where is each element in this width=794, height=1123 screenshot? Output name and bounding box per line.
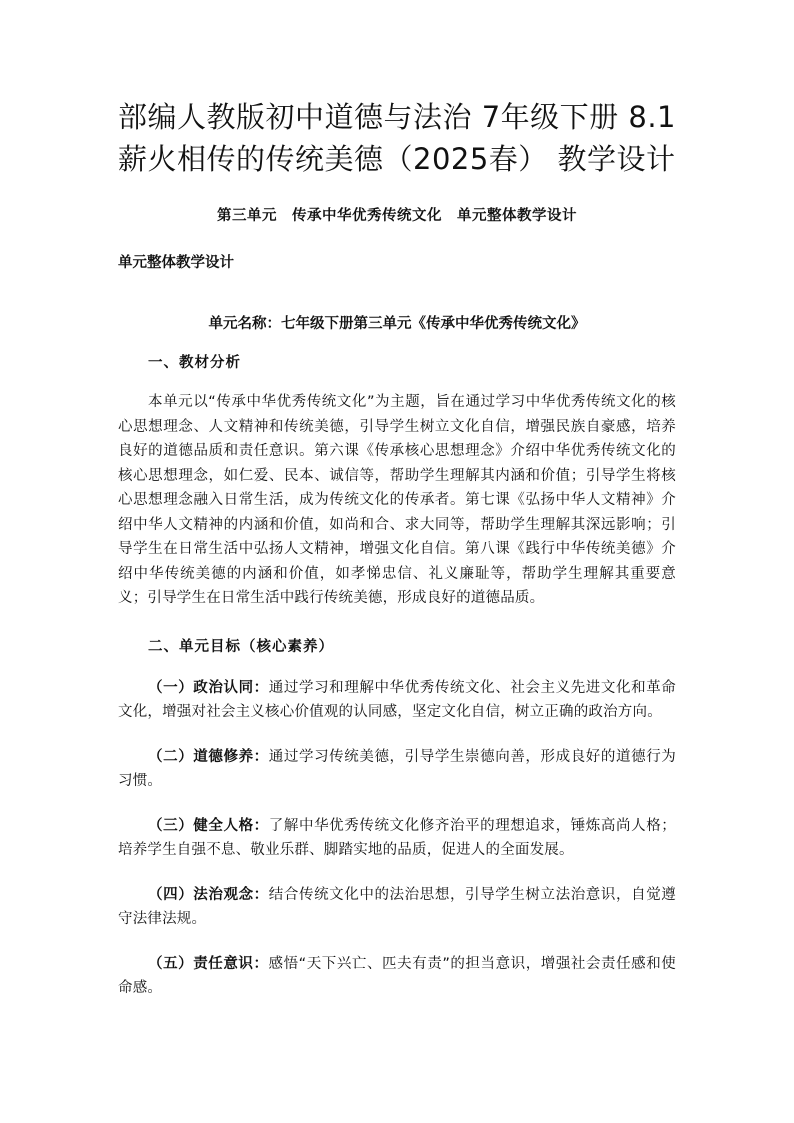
goal-moral-cultivation	[118, 745, 676, 794]
goal-label: （二）道德修养：	[148, 748, 269, 765]
goal-text: 通过学习传统美德，引导学生崇德向善，形成良好的道德行为习惯。	[118, 748, 676, 789]
sub-heading: 单元整体教学设计	[118, 255, 234, 271]
textbook-analysis-paragraph: 本单元以“传承中华优秀传统文化”为主题，旨在通过学习中华优秀传统文化的核心思想理念、人文精神和传统美德，引导学生树立文化自信，增强民族自豪感，培养良好的道德品质和责任意识。第六课《传承核心思想理念》介绍中华优秀传统文化的核心思想理念，如仁爱、民本、诚信等，帮助学生理解其内涵和价值；引导学生将核心思想理念融入日常生活，成为传统文化的传承者。第七课《弘扬中华人文精神》介绍中华人文精神的内涵和价值，如尚和合、求大同等，帮助学生理解其深远影响；引导学生在日常生活中弘扬人文精神，增强文化自信。第八课《践行中华传统美德》介绍中华传统美德的内涵和价值，如孝悌忠信、礼义廉耻等，帮助学生理解其重要意义；引导学生在日常生活中践行传统美德，形成良好的道德品质。	[118, 394, 676, 606]
goal-label: （一）政治认同：	[148, 679, 269, 696]
section-heading-unit-goals: 二、单元目标（核心素养）	[148, 638, 334, 655]
goal-text: 通过学习和理解中华优秀传统文化、社会主义先进文化和革命文化，增强对社会主义核心价值观的认同感，坚定文化自信，树立正确的政治方向。	[118, 679, 676, 720]
document-title: 部编人教版初中道德与法治 7年级下册 8.1 薪火相传的传统美德（2025春） 教学设计	[118, 100, 677, 176]
unit-heading: 第三单元 传承中华优秀传统文化 单元整体教学设计	[217, 208, 577, 224]
goal-label: （四）法治观念：	[148, 886, 269, 903]
goal-label: （三）健全人格：	[148, 817, 269, 834]
goal-sound-personality	[118, 814, 676, 863]
goal-text: 感悟“天下兴亡、匹夫有责”的担当意识，增强社会责任感和使命感。	[118, 955, 677, 996]
goal-political-identity	[118, 676, 676, 725]
goal-responsibility	[118, 952, 676, 1001]
goal-text: 结合传统文化中的法治思想，引导学生树立法治意识，自觉遵守法律法规。	[118, 886, 676, 927]
unit-name: 单元名称：七年级下册第三单元《传承中华优秀传统文化》	[208, 316, 586, 332]
section-heading-textbook-analysis: 一、教材分析	[148, 355, 241, 371]
goal-text: 了解中华优秀传统文化修齐治平的理想追求，锤炼高尚人格；培养学生自强不息、敬业乐群、脚踏实地的品质，促进人的全面发展。	[118, 817, 676, 858]
goal-rule-of-law	[118, 883, 676, 932]
goal-label: （五）责任意识：	[148, 955, 269, 972]
